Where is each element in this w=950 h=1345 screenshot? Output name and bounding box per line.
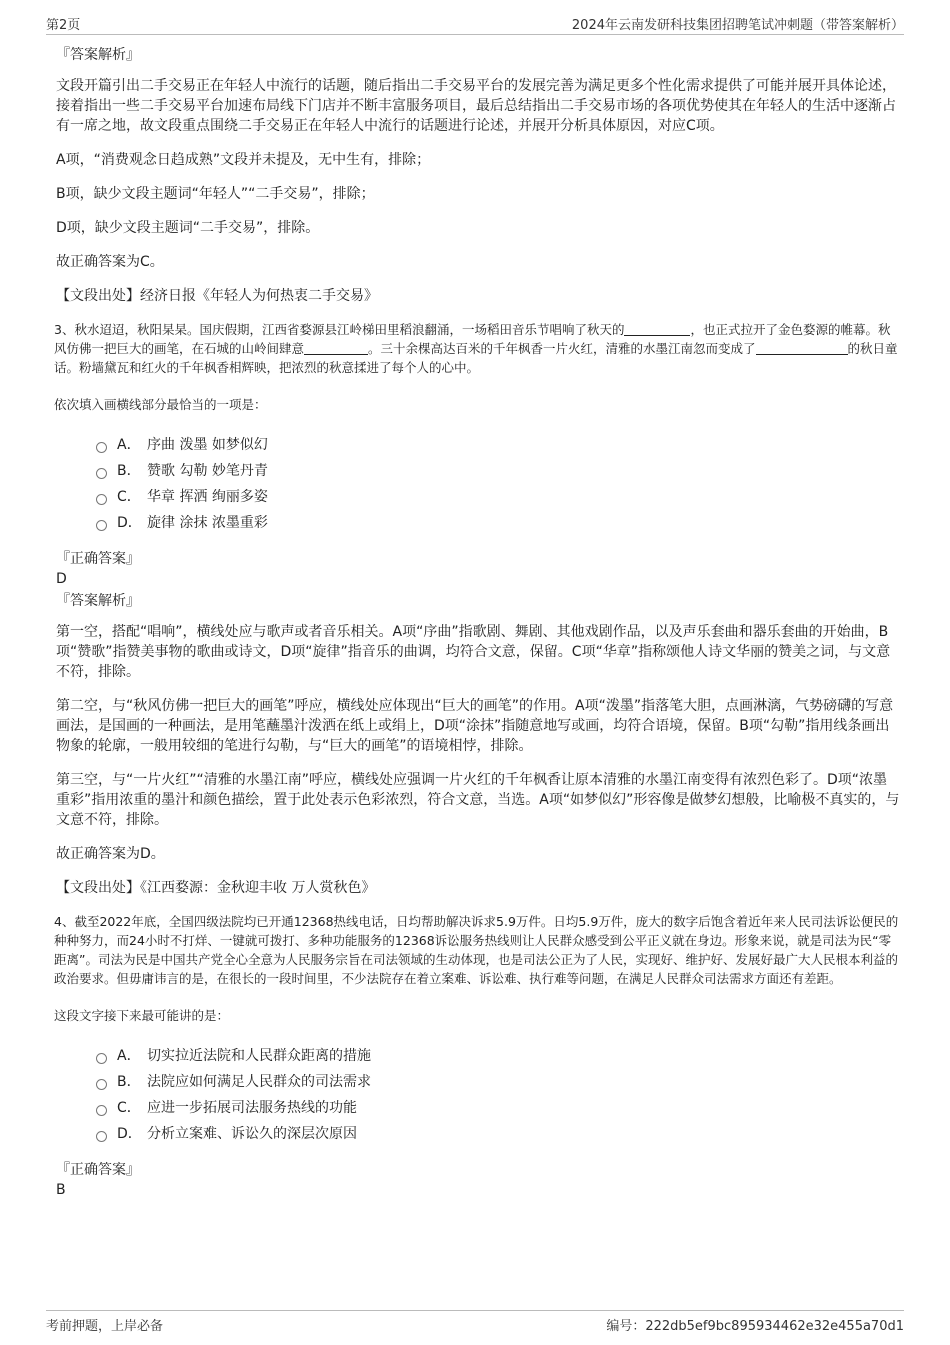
- question-3-stem: [54, 320, 900, 377]
- footer-slogan: 考前押题，上岸必备: [46, 1319, 164, 1334]
- option-letter: C．: [117, 1100, 141, 1116]
- option-a[interactable]: [96, 432, 900, 458]
- radio-icon[interactable]: [96, 1105, 107, 1116]
- radio-icon[interactable]: [96, 1079, 107, 1090]
- option-letter: A．: [117, 437, 141, 453]
- correct-answer-heading: 『正确答案』: [56, 1162, 140, 1178]
- radio-icon[interactable]: [96, 442, 107, 453]
- analysis-conclusion: 故正确答案为C。: [56, 254, 164, 270]
- question-3-prompt: 依次填入画横线部分最恰当的一项是：: [54, 397, 267, 412]
- stem-text: 。三十余棵高达百米的千年枫香一片火红，清雅的水墨江南忽而变成了: [368, 341, 756, 356]
- option-d[interactable]: [96, 1121, 900, 1147]
- page-number: 第2页: [46, 18, 81, 33]
- analysis-heading: 『答案解析』: [56, 47, 140, 63]
- option-b[interactable]: [96, 1069, 900, 1095]
- radio-icon[interactable]: [96, 494, 107, 505]
- radio-icon[interactable]: [96, 520, 107, 531]
- option-letter: A．: [117, 1048, 141, 1064]
- option-d[interactable]: [96, 510, 900, 536]
- option-text: 切实拉近法院和人民群众距离的措施: [147, 1048, 371, 1064]
- analysis-paragraph: 第一空，搭配“唱响”，横线处应与歌声或者音乐相关。A项“序曲”指歌剧、舞剧、其他戏剧作品，以及声乐套曲和器乐套曲的开始曲，B项“赞歌”指赞美事物的歌曲或诗文，D项“旋律”指音乐的曲调，均符合文意，保留。C项“华章”指称颂他人诗文华丽的赞美之词，与文意不符，排除。: [56, 624, 891, 680]
- source-citation: 【文段出处】《江西婺源：金秋迎丰收 万人赏秋色》: [56, 880, 376, 896]
- radio-icon[interactable]: [96, 1131, 107, 1142]
- blank-line: [304, 340, 368, 355]
- document-body: [56, 44, 900, 1201]
- page-footer: [46, 1310, 904, 1339]
- question-3-options: [96, 432, 900, 536]
- option-c[interactable]: [96, 484, 900, 510]
- question-4-options: [96, 1043, 900, 1147]
- analysis-paragraph: 第三空，与“一片火红”“清雅的水墨江南”呼应，横线处应强调一片火红的千年枫香让原本清雅的水墨江南变得有浓烈色彩了。D项“浓墨重彩”指用浓重的墨汁和颜色描绘，置于此处表示色彩浓烈，符合文意，当选。A项“如梦似幻”形容像是做梦幻想般，比喻极不真实的，与文意不符，排除。: [56, 772, 900, 828]
- correct-answer: B: [56, 1182, 66, 1198]
- question-4-prompt: 这段文字接下来最可能讲的是：: [54, 1008, 230, 1023]
- question-4-stem: 4、截至2022年底，全国四级法院均已开通12368热线电话，日均帮助解决诉求5.9万件。日均5.9万件，庞大的数字后饱含着近年来人民司法诉讼便民的种种努力，而24小时不打烊、一键就可拨打、多种功能服务的12368诉讼服务热线则让人民群众感受到公平正义就在身边。形象来说，就是司法为民“零距离”。司法为民是中国共产党全心全意为人民服务宗旨在司法领域的生动体现，也是司法公正为了人民，实现好、维护好、发展好最广大人民根本利益的政治要求。但毋庸讳言的是，在很长的一段时间里，不少法院存在着立案难、诉讼难、执行难等问题，在满足人民群众司法需求方面还有差距。: [54, 914, 899, 986]
- option-letter: C．: [117, 489, 141, 505]
- radio-icon[interactable]: [96, 468, 107, 479]
- option-letter: D．: [117, 1126, 142, 1142]
- option-text: 赞歌 勾勒 妙笔丹青: [147, 463, 268, 479]
- analysis-paragraph: 第二空，与“秋风仿佛一把巨大的画笔”呼应，横线处应体现出“巨大的画笔”的作用。A项“泼墨”指落笔大胆，点画淋漓，气势磅礴的写意画法，是国画的一种画法，是用笔蘸墨汁泼洒在纸上或绢上，D项“涂抹”指随意地写或画，均符合语境，保留。B项“勾勒”指用线条画出物象的轮廓，一般用较细的笔进行勾勒，与“巨大的画笔”的语境相悖，排除。: [56, 698, 894, 754]
- analysis-conclusion: 故正确答案为D。: [56, 846, 165, 862]
- option-text: 旋律 涂抹 浓墨重彩: [147, 515, 268, 531]
- option-letter: B．: [117, 1074, 141, 1090]
- document-id: 编号：222db5ef9bc895934462e32e455a70d1: [606, 1319, 904, 1334]
- option-text: 分析立案难、诉讼久的深层次原因: [147, 1126, 357, 1142]
- option-a[interactable]: [96, 1043, 900, 1069]
- analysis-paragraph: 文段开篇引出二手交易正在年轻人中流行的话题，随后指出二手交易平台的发展完善为满足更多个性化需求提供了可能并展开具体论述，接着指出一些二手交易平台加速布局线下门店并不断丰富服务项目，最后总结指出二手交易市场的各项优势使其在年轻人的生活中逐渐占有一席之地，故文段重点围绕二手交易正在年轻人中流行的话题进行论述，并展开分析具体原因，对应C项。: [56, 78, 896, 134]
- stem-text: 3、秋水迢迢，秋阳杲杲。国庆假期，江西省婺源县江岭梯田里稻浪翻涌，一场稻田音乐节唱响了秋天的: [54, 322, 625, 337]
- analysis-heading: 『答案解析』: [56, 593, 140, 609]
- correct-answer: D: [56, 571, 67, 587]
- option-letter: B．: [117, 463, 141, 479]
- option-text: 序曲 泼墨 如梦似幻: [147, 437, 268, 453]
- page-header: [46, 14, 904, 35]
- radio-icon[interactable]: [96, 1053, 107, 1064]
- source-citation: 【文段出处】经济日报《年轻人为何热衷二手交易》: [56, 288, 378, 304]
- option-c[interactable]: [96, 1095, 900, 1121]
- option-text: 应进一步拓展司法服务热线的功能: [147, 1100, 357, 1116]
- stem-text: 的秋日童话。粉墙黛瓦和红火的千年枫香相辉映，把浓烈的秋意揉进了每个人的心中。: [54, 341, 898, 375]
- option-text: 法院应如何满足人民群众的司法需求: [147, 1074, 371, 1090]
- option-text: 华章 挥洒 绚丽多姿: [147, 489, 268, 505]
- correct-answer-heading: 『正确答案』: [56, 551, 140, 567]
- analysis-paragraph: A项，“消费观念日趋成熟”文段并未提及，无中生有，排除；: [56, 152, 431, 168]
- blank-line: [624, 321, 690, 336]
- option-b[interactable]: [96, 458, 900, 484]
- analysis-paragraph: D项，缺少文段主题词“二手交易”，排除。: [56, 220, 320, 236]
- blank-line: [756, 340, 848, 355]
- option-letter: D．: [117, 515, 142, 531]
- analysis-paragraph: B项，缺少文段主题词“年轻人”“二手交易”，排除；: [56, 186, 375, 202]
- stem-text: ，也正式拉开了金色婺源的帷幕。秋风仿佛一把巨大的画笔，在石城的山岭间肆意: [54, 322, 891, 356]
- document-title: 2024年云南发研科技集团招聘笔试冲刺题（带答案解析）: [571, 18, 904, 33]
